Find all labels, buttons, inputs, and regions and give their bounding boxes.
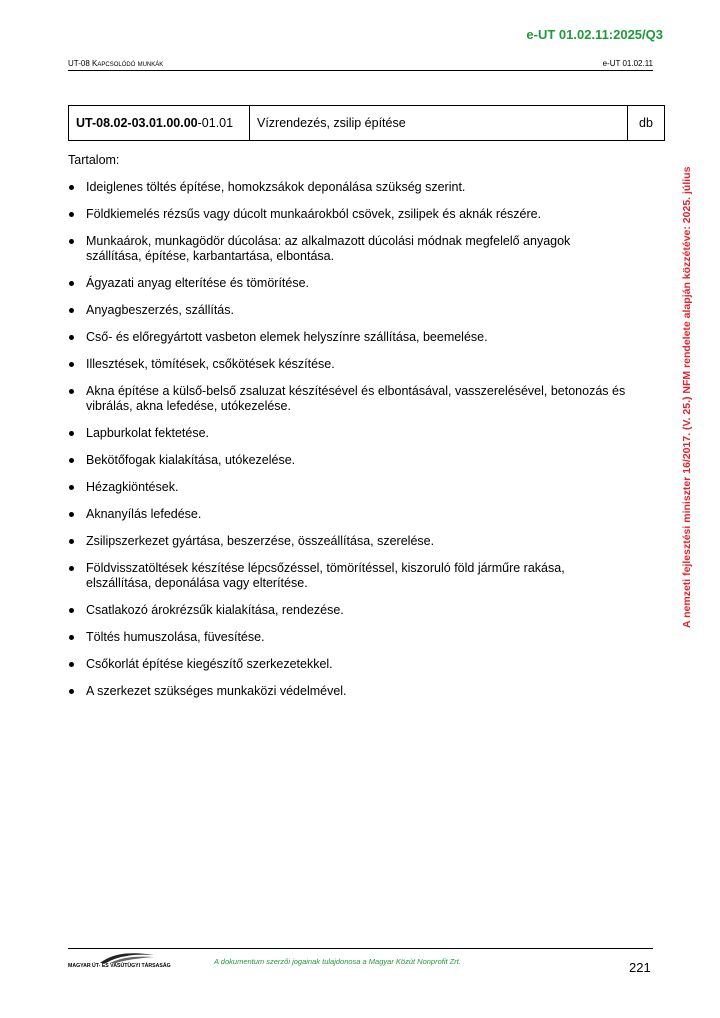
bullet-item: A szerkezet szükséges munkaközi védelmével. [68,684,628,699]
bullet-item: Zsilipszerkezet gyártása, beszerzése, összeállítása, szerelése. [68,534,628,549]
bullet-item: Csatlakozó árokrézsűk kialakítása, rendezése. [68,603,628,618]
running-header [68,59,653,71]
section-name: Kapcsolódó munkák [92,59,164,68]
bullet-item: Aknanyílás lefedése. [68,507,628,522]
bullet-item: Anyagbeszerzés, szállítás. [68,303,628,318]
item-row [69,106,665,141]
item-code-bold: UT-08.02-03.01.00.00 [76,116,198,130]
bullet-item: Munkaárok, munkagödör dúcolása: az alkalmazott dúcolási módnak megfelelő anyagok szállítása, építése, karbantartása, elbontása. [68,234,628,264]
bullet-item: Illesztések, tömítések, csőkötések készítése. [68,357,628,372]
bullet-item: Csőkorlát építése kiegészítő szerkezetekkel. [68,657,628,672]
society-logo [68,951,171,973]
side-note [678,98,696,628]
bullet-item: Bekötőfogak kialakítása, utókezelése. [68,453,628,468]
item-code-suffix: -01.01 [197,116,234,130]
bullet-item: Földvisszatöltések készítése lépcsőzéssel, tömörítéssel, kiszoruló föld járműre rakása, elszállítása, deponálása vagy elterítése. [68,561,628,591]
content-title: Tartalom: [68,153,120,167]
section-title [68,59,163,68]
bullet-item: Lapburkolat fektetése. [68,426,628,441]
side-note-text: A nemzeti fejlesztési miniszter 16/2017. (V. 25.) NFM rendelete alapján közzétéve: 2025. július [681,166,693,628]
bullet-item: Cső- és előregyártott vasbeton elemek helyszínre szállítása, beemelése. [68,330,628,345]
footer-divider [68,948,653,949]
section-prefix: UT-08 [68,59,93,68]
document-code: e-UT 01.02.11:2025/Q3 [526,27,663,42]
content-bullet-list [68,180,628,711]
item-code-table [68,105,665,141]
bullet-item: Ideiglenes töltés építése, homokzsákok deponálása szükség szerint. [68,180,628,195]
item-title-cell: Vízrendezés, zsilip építése [250,106,628,141]
page-number: 221 [629,960,651,975]
bullet-item: Akna építése a külső-belső zsaluzat készítésével és elbontásával, vasszerelésével, betonozás és vibrálás, akna lefedése, utókezelése. [68,384,628,414]
society-name: MAGYAR ÚT- ÉS VASÚTÜGYI TÁRSASÁG [68,963,171,969]
bullet-item: Földkiemelés rézsűs vagy dúcolt munkaárokból csövek, zsilipek és aknák részére. [68,207,628,222]
copyright-notice: A dokumentum szerzői jogainak tulajdonosa a Magyar Közút Nonprofit Zrt. [214,957,461,966]
bullet-item: Ágyazati anyag elterítése és tömörítése. [68,276,628,291]
bullet-item: Töltés humuszolása, füvesítése. [68,630,628,645]
bullet-item: Hézagkiöntések. [68,480,628,495]
header-doc-ref: e-UT 01.02.11 [602,59,653,68]
item-code-cell [69,106,250,141]
item-unit-cell: db [628,106,665,141]
